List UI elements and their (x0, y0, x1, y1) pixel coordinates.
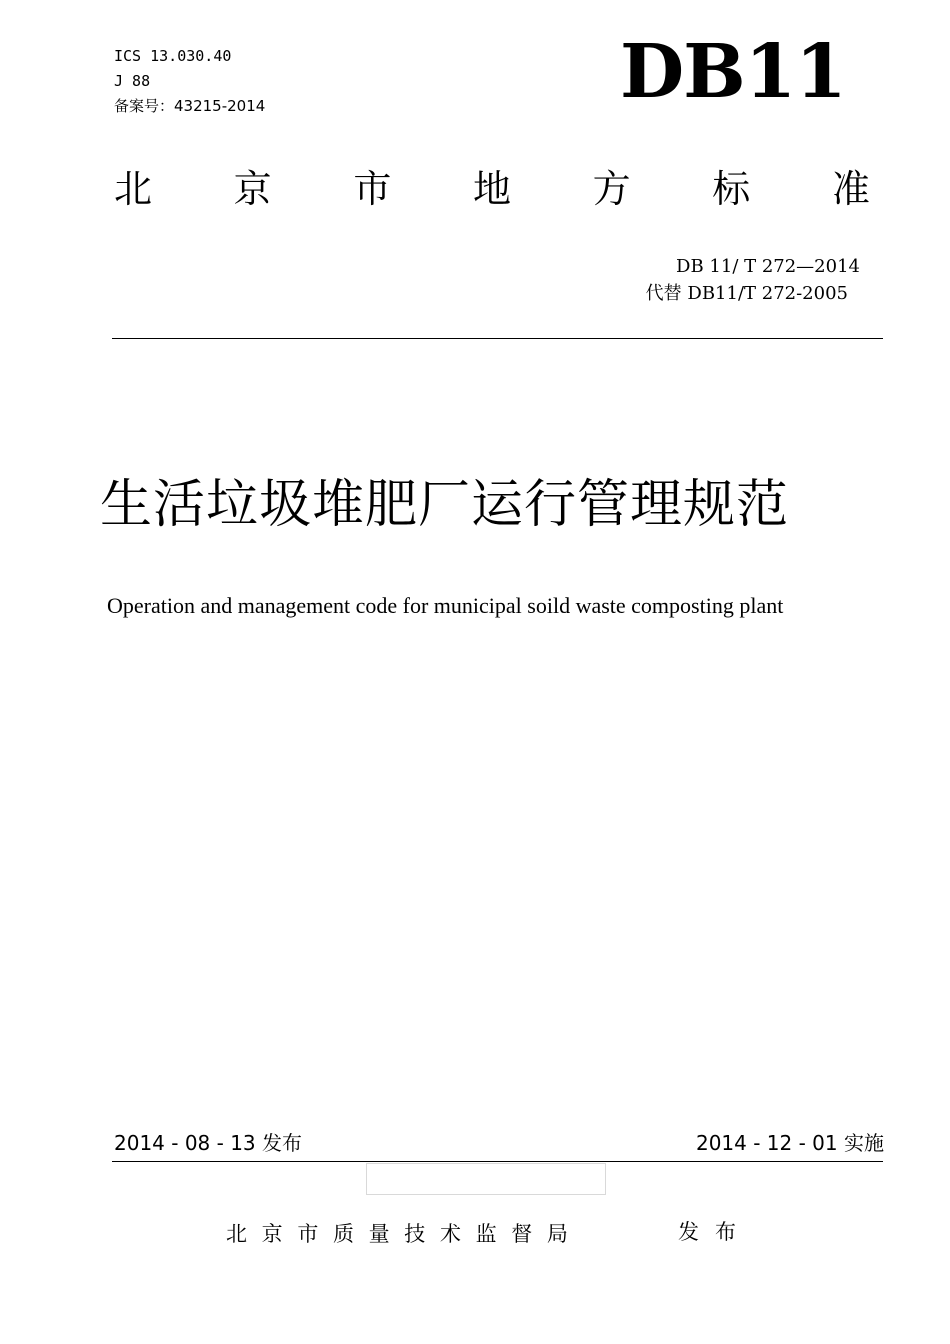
standard-type-char: 京 (233, 167, 272, 211)
issuer-char: 督 (511, 1222, 533, 1246)
record-number: 备案号：43215-2014 (114, 97, 266, 115)
document-title-english: Operation and management code for municipal soild waste composting plant (107, 593, 784, 618)
top-divider (112, 338, 883, 339)
issuer-char: 北 (226, 1222, 247, 1246)
issuer-char: 市 (297, 1222, 319, 1246)
standard-type-char: 地 (472, 167, 511, 211)
standard-type-char: 标 (712, 167, 751, 211)
issuer-char: 术 (439, 1222, 461, 1246)
issuer-char: 监 (475, 1222, 497, 1246)
bottom-divider (112, 1161, 883, 1162)
publish-label (678, 1218, 736, 1246)
standard-type-heading (114, 166, 870, 212)
document-title-chinese: 生活垃圾堆肥厂运行管理规范 (100, 475, 790, 535)
issuer-char: 质 (332, 1222, 354, 1246)
blank-field-box (366, 1163, 606, 1195)
publish-char: 布 (715, 1220, 736, 1244)
issuer-char: 局 (546, 1222, 568, 1246)
standard-type-char: 市 (353, 167, 392, 211)
issuing-authority (226, 1220, 568, 1248)
standard-type-char: 北 (114, 167, 153, 211)
issuer-char: 技 (404, 1222, 426, 1246)
issuer-char: 量 (368, 1222, 390, 1246)
standard-number: DB 11/ T 272—2014 (676, 256, 860, 277)
issuer-char: 京 (261, 1222, 283, 1246)
standard-type-char: 方 (592, 167, 631, 211)
implementation-date: 2014 - 12 - 01 实施 (695, 1131, 884, 1155)
standard-type-char: 准 (831, 167, 870, 211)
ics-code: ICS 13.030.40 (114, 47, 232, 65)
ccs-code: J 88 (114, 72, 151, 90)
db-logo: DB11 (620, 29, 846, 115)
issue-date: 2014 - 08 - 13 发布 (114, 1131, 303, 1155)
publish-char: 发 (678, 1220, 699, 1244)
replaces-standard: 代替 DB11/T 272-2005 (645, 283, 848, 304)
